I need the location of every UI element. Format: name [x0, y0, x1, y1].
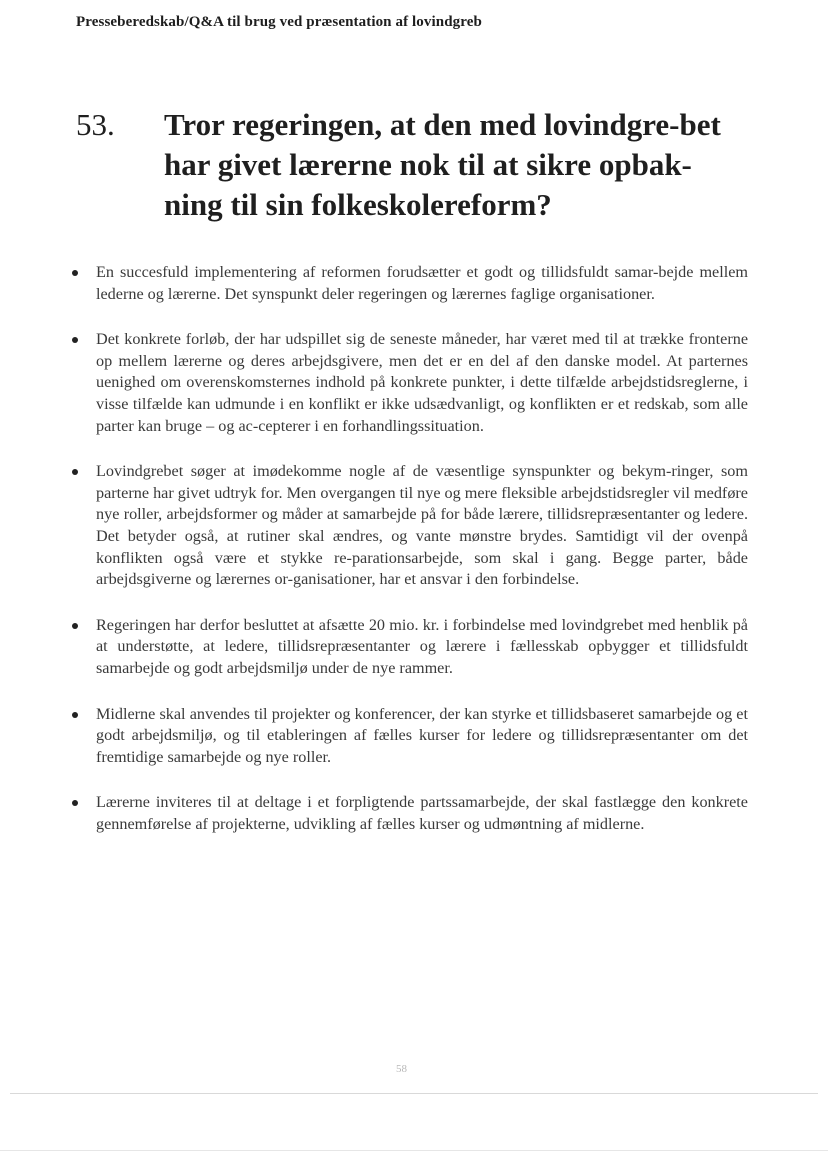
footer-divider [10, 1093, 818, 1094]
bullet-text: Det konkrete forløb, der har udspillet sig de seneste måneder, har været med til at trække fronterne op mellem lærerne og deres arbejdsgivere, men det er en del af den danske model. At parternes uenighed om overenskomsternes indhold på konkrete punkter, i dette tilfælde arbejdstidsreglerne, i visse tilfælde kan udmunde i en konflikt er ikke udsædvanligt, og konflikten er et redskab, som alle parter kan bruge – og ac-cepterer i en forhandlingssituation. [96, 330, 748, 435]
bullet-text: Lovindgrebet søger at imødekomme nogle af de væsentlige synspunkter og bekym-ringer, som parterne har givet udtryk for. Men overgangen til nye og mere fleksible arbejdstidsregler vil medføre nye roller, arbejdsformer og måder at samarbejde på for både lærere, tillidsrepræsentanter og ledere. Det betyder også, at rutiner skal ændres, og vante mønstre brydes. Samtidigt vil der ovenpå konflikten også være et stykke re-parationsarbejde, som skal i gang. Begge parter, både arbejdsgiverne og lærernes or-ganisationer, har et ansvar i den forbindelse. [96, 462, 748, 589]
page-number: 58 [396, 1063, 407, 1075]
bullet-text: En succesfuld implementering af reformen forudsætter et godt og tillidsfuldt samar-bejde mellem lederne og lærerne. Det synspunkt deler regeringen og lærernes faglige organisationer. [96, 263, 748, 303]
bullet-item [76, 329, 748, 437]
bullet-item [76, 792, 748, 835]
bullet-text: Lærerne inviteres til at deltage i et forpligtende partssamarbejde, der skal fastlægge den konkrete gennemførelse af projekterne, udvikling af fælles kurser og udmøntning af midlerne. [96, 793, 748, 833]
bullet-text: Midlerne skal anvendes til projekter og konferencer, der kan styrke et tillidsbaseret samarbejde og et godt arbejdsmiljø, og til etableringen af fælles kurser for ledere og tillidsrepræsentanter om det fremtidige samarbejde og nye roller. [96, 704, 748, 766]
bullet-dot-icon [72, 337, 78, 343]
bullet-item [76, 704, 748, 769]
question-title: Tror regeringen, at den med lovindgre-bet har givet lærerne nok til at sikre opbak-ning til sin folkeskolereform? [164, 107, 721, 222]
bullet-dot-icon [72, 800, 78, 806]
question-heading [76, 105, 746, 225]
bullet-dot-icon [72, 623, 78, 629]
bullet-dot-icon [72, 469, 78, 475]
bullet-item [76, 615, 748, 680]
bullet-dot-icon [72, 712, 78, 718]
bullet-text: Regeringen har derfor besluttet at afsætte 20 mio. kr. i forbindelse med lovindgrebet med henblik på at understøtte, at ledere, tillidsrepræsentanter og lærere i fællesskab opbygger et tillidsfuldt samarbejde og godt arbejdsmiljø under de nye rammer. [96, 615, 748, 677]
bullet-item [76, 262, 748, 305]
page-bottom-edge [0, 1150, 828, 1151]
answer-bullet-list [76, 262, 748, 859]
bullet-dot-icon [72, 270, 78, 276]
question-number: 53. [76, 107, 115, 142]
running-header: Presseberedskab/Q&A til brug ved præsentation af lovindgreb [76, 14, 482, 30]
bullet-item [76, 461, 748, 591]
